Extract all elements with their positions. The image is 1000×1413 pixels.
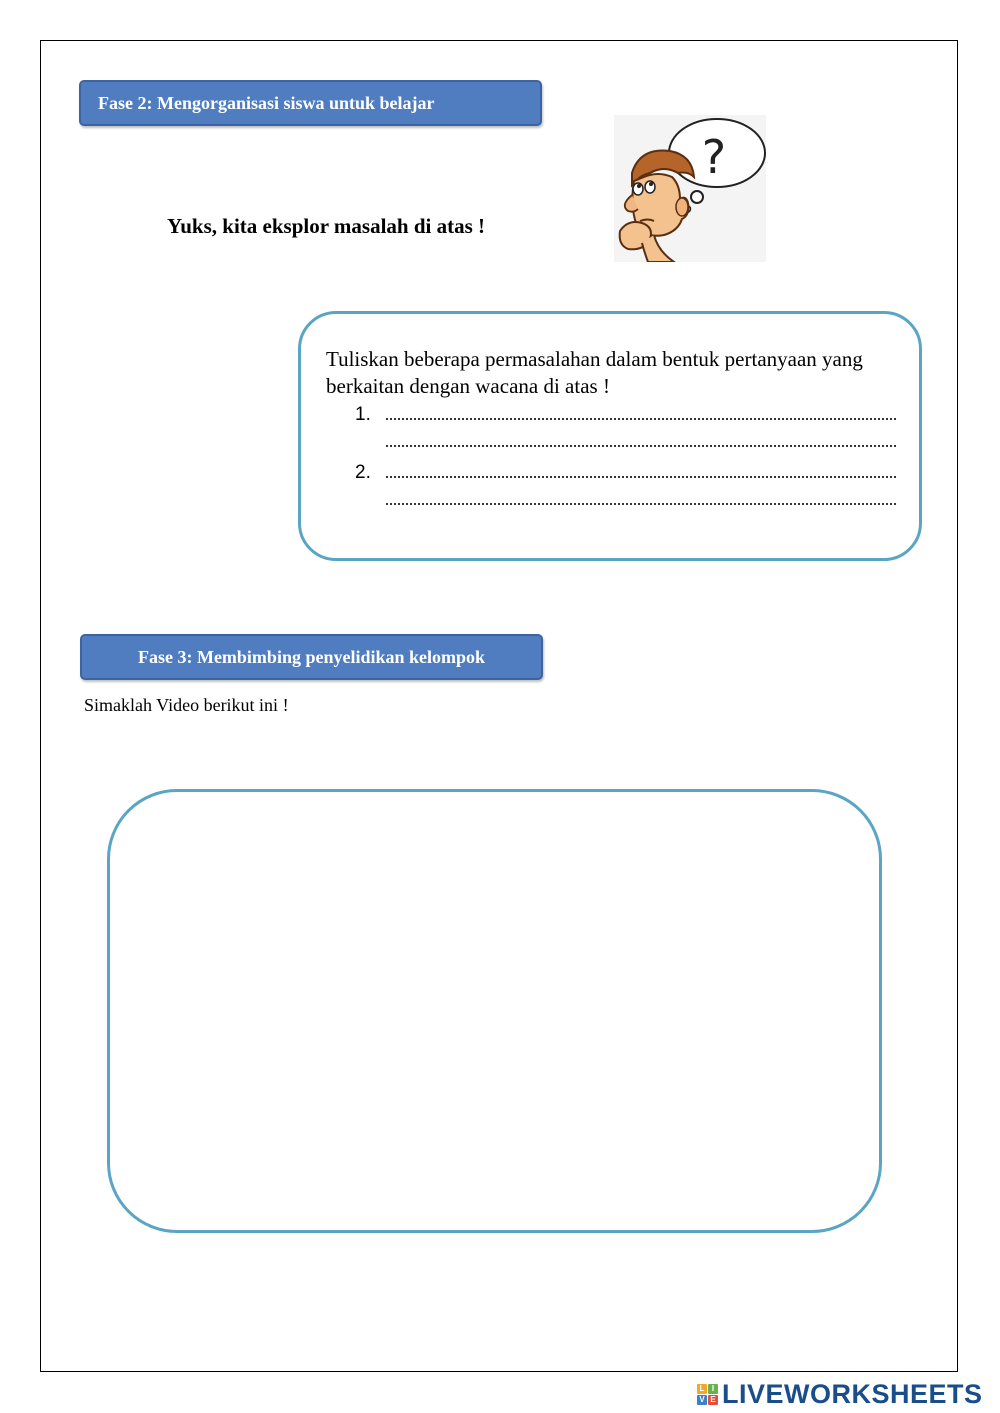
thinking-man-question-icon	[614, 115, 766, 262]
answer-1-line-1[interactable]	[386, 418, 896, 420]
question-prompt: Tuliskan beberapa permasalahan dalam bentuk pertanyaan yang berkaitan dengan wacana di atas !	[326, 347, 863, 398]
answer-1-number: 1.	[355, 404, 371, 425]
logo-letter-i: I	[708, 1384, 718, 1394]
answer-2-line-2[interactable]	[386, 503, 896, 505]
phase-2-banner	[79, 80, 542, 126]
phase-3-label: Fase 3: Membimbing penyelidikan kelompok	[137, 646, 486, 667]
question-mark-icon: ?	[701, 130, 727, 184]
question-box	[298, 311, 922, 561]
answer-2-line-1[interactable]	[386, 476, 896, 478]
logo-letter-e: E	[708, 1395, 718, 1405]
phase-3-banner	[80, 634, 543, 680]
answer-1-line-2[interactable]	[386, 445, 896, 447]
answer-2-number: 2.	[355, 462, 371, 483]
liveworksheets-logo	[697, 1378, 983, 1410]
logo-text: LIVEWORKSHEETS	[722, 1378, 983, 1409]
phase-2-label: Fase 2: Mengorganisasi siswa untuk belajar	[98, 92, 435, 113]
video-placeholder[interactable]	[107, 789, 882, 1233]
logo-grid-icon	[697, 1384, 718, 1405]
video-instruction: Simaklah Video berikut ini !	[84, 695, 289, 715]
logo-letter-l: L	[697, 1384, 707, 1394]
logo-letter-v: V	[697, 1395, 707, 1405]
explore-heading: Yuks, kita eksplor masalah di atas !	[167, 214, 486, 238]
